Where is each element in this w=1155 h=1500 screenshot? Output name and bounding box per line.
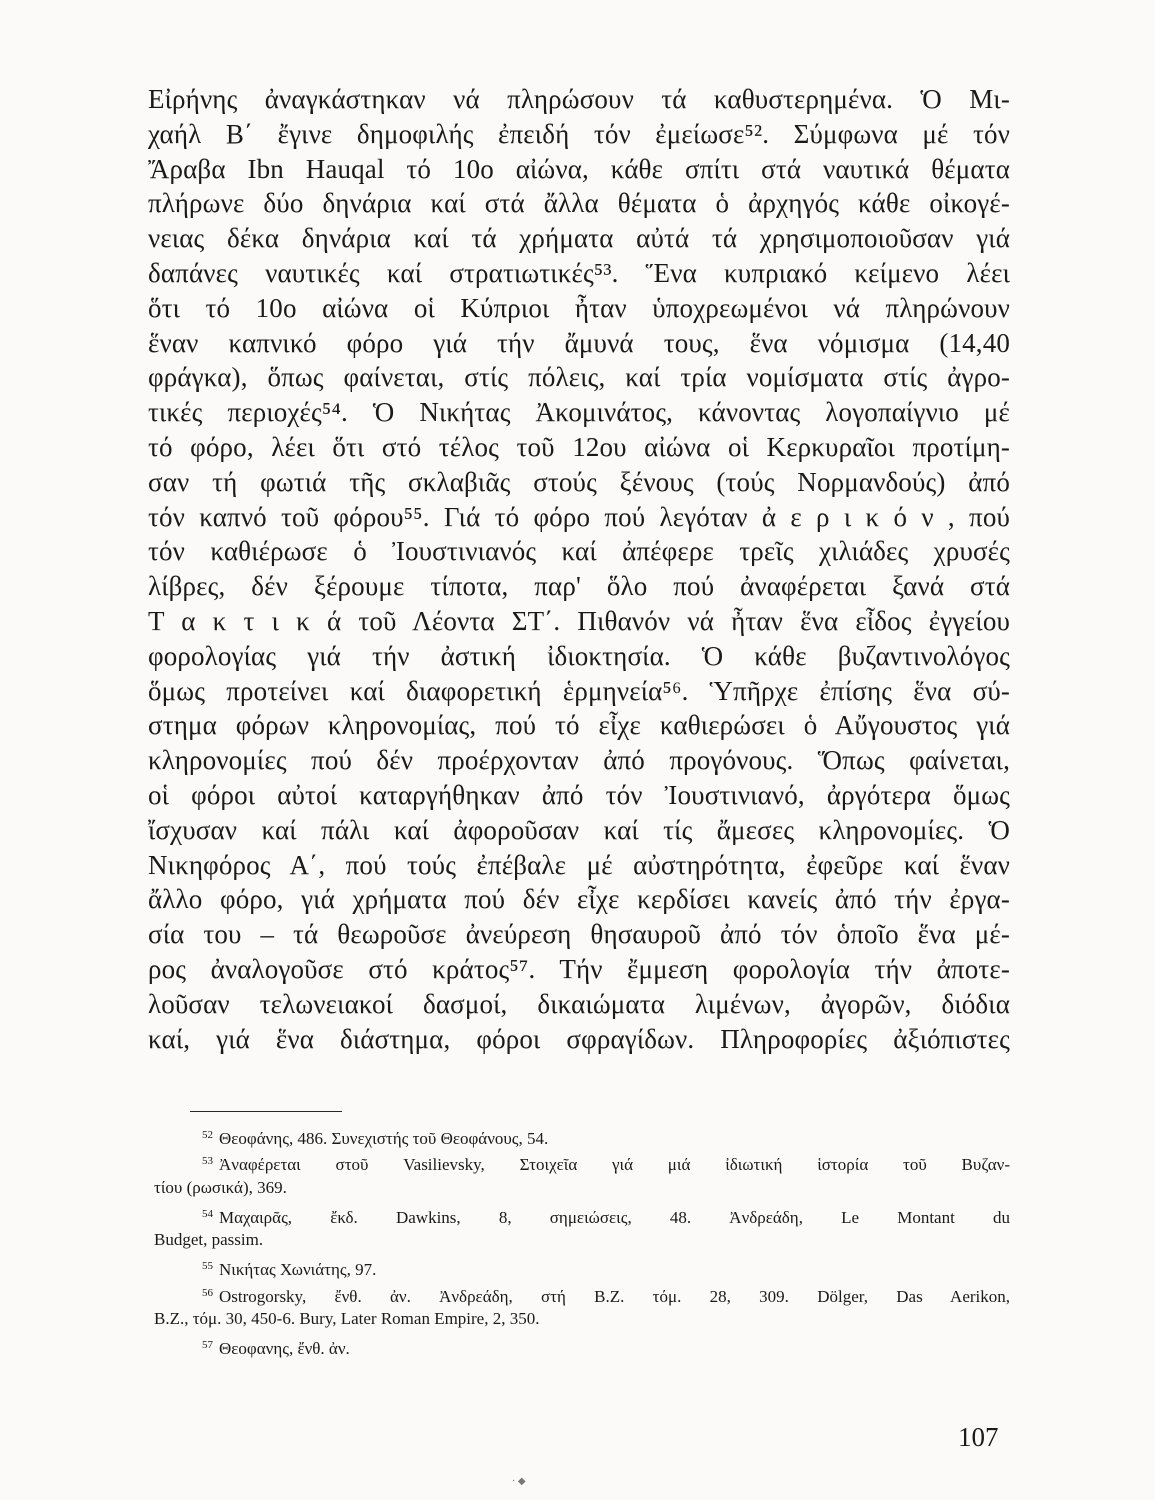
text-line: ὅμως προτείνει καί διαφορετική ἑρμηνεία⁵⁶. Ὑπῆρχε ἐπίσης ἕνα σύ- — [148, 675, 1010, 706]
footnote-number: 56 — [202, 1286, 213, 1299]
text-line: τόν καπνό τοῦ φόρου⁵⁵. Γιά τό φόρο πού λεγόταν ἀ ε ρ ι κ ό ν , πού — [148, 501, 1010, 532]
footnote-56-continuation: B.Z., τόμ. 30, 450-6. Bury, Later Roman Empire, 2, 350. — [154, 1309, 540, 1329]
footnote-text: Ostrogorsky, ἔνθ. ἀν. Ἀνδρεάδη, στή B.Z. τόμ. 28, 309. Dölger, Das Aerikon, — [219, 1286, 1010, 1306]
text-line: καί, γιά ἕνα διάστημα, φόροι σφραγίδων. Πληροφορίες ἀξιόπιστες — [148, 1023, 1010, 1054]
text-line: ρος ἀναλογοῦσε στό κράτος⁵⁷. Τήν ἔμμεση φορολογία τήν ἀποτε- — [148, 953, 1010, 984]
text-line: σία του – τά θεωροῦσε ἀνεύρεση θησαυροῦ ἀπό τόν ὁποῖο ἕνα μέ- — [148, 919, 1010, 950]
text-line: Εἰρήνης ἀναγκάστηκαν νά πληρώσουν τά καθυστερημένα. Ὁ Μι- — [148, 84, 1010, 114]
text-line: τό φόρο, λέει ὅτι στό τέλος τοῦ 12ου αἰώνα οἱ Κερκυραῖοι προτίμη- — [148, 431, 1010, 462]
text-line: λοῦσαν τελωνειακοί δασμοί, δικαιώματα λιμένων, ἀγορῶν, διόδια — [148, 988, 1010, 1019]
main-text — [148, 82, 1010, 1056]
text-line: σαν τή φωτιά τῆς σκλαβιᾶς στούς ξένους (τούς Νορμανδούς) ἀπό — [148, 466, 1010, 497]
footnote-text: Θεοφάνης, 486. Συνεχιστής τοῦ Θεοφάνους, 54. — [219, 1129, 549, 1148]
footnote-divider — [190, 1111, 342, 1112]
text-line: ἕναν καπνικό φόρο γιά τήν ἄμυνά τους, ἕνα νόμισμα (14,40 — [148, 327, 1010, 358]
text-line: ὅτι τό 10ο αἰώνα οἱ Κύπριοι ἦταν ὑποχρεωμένοι νά πληρώνουν — [148, 292, 1010, 323]
footnote-number: 54 — [202, 1207, 213, 1220]
footnote-54-continuation: Budget, passim. — [154, 1230, 264, 1250]
text-line: φράγκα), ὅπως φαίνεται, στίς πόλεις, καί τρία νομίσματα στίς ἀγρο- — [148, 362, 1010, 393]
footnote-54 — [190, 1201, 1010, 1227]
footnote-56 — [190, 1280, 1010, 1306]
text-line: κληρονομίες πού δέν προέρχονταν ἀπό προγόνους. Ὅπως φαίνεται, — [148, 745, 1010, 776]
footnote-55 — [190, 1253, 1010, 1279]
footnote-52 — [190, 1122, 1010, 1148]
footnote-57 — [190, 1332, 1010, 1358]
text-line: πλήρωνε δύο δηνάρια καί στά ἄλλα θέματα ὁ ἀρχηγός κάθε οἰκογέ- — [148, 188, 1010, 219]
text-line: φορολογίας γιά τήν ἀστική ἰδιοκτησία. Ὁ κάθε βυζαντινολόγος — [148, 640, 1010, 671]
footnote-text: Μαχαιρᾶς, ἔκδ. Dawkins, 8, σημειώσεις, 48. Ἀνδρεάδη, Le Montant du — [219, 1207, 1010, 1227]
footnote-53 — [190, 1148, 1010, 1174]
text-line: χαήλ Β΄ ἔγινε δημοφιλής ἐπειδή τόν ἐμείωσε⁵². Σύμφωνα μέ τόν — [148, 118, 1010, 149]
text-line: δαπάνες ναυτικές καί στρατιωτικές⁵³. Ἕνα κυπριακό κείμενο λέει — [148, 257, 1010, 288]
footnote-number: 53 — [202, 1155, 213, 1168]
footnote-text: Θεοφανης, ἔνθ. ἀν. — [219, 1339, 350, 1359]
footnote-number: 55 — [202, 1260, 213, 1273]
text-line: λίβρες, δέν ξέρουμε τίποτα, παρ' ὅλο πού ἀναφέρεται ξανά στά — [148, 571, 1010, 602]
text-line: στημα φόρων κληρονομίας, πού τό εἶχε καθιερώσει ὁ Αὔγουστος γιά — [148, 710, 1010, 741]
footnote-number: 57 — [202, 1339, 213, 1352]
footnote-text: Νικήτας Χωνιάτης, 97. — [219, 1260, 377, 1280]
text-line: Ἄραβα Ibn Hauqal τό 10ο αἰώνα, κάθε σπίτι στά ναυτικά θέματα — [148, 153, 1010, 184]
page-number: 107 — [958, 1422, 999, 1452]
footnotes — [154, 1122, 1010, 1359]
footnote-text: Ἀναφέρεται στοῦ Vasilievsky, Στοιχεῖα γιά μιά ἰδιωτική ἱστορία τοῦ Βυζαν- — [219, 1155, 1010, 1175]
text-line: οἱ φόροι αὐτοί καταργήθηκαν ἀπό τόν Ἰουστινιανό, ἀργότερα ὅμως — [148, 779, 1010, 810]
footnote-53-continuation: τίου (ρωσικά), 369. — [154, 1177, 287, 1197]
text-line: νειας δέκα δηνάρια καί τά χρήματα αὐτά τά χρησιμοποιοῦσαν γιά — [148, 223, 1010, 254]
text-line: ἴσχυσαν καί πάλι καί ἀφοροῦσαν καί τίς ἄμεσες κληρονομίες. Ὁ — [148, 814, 1010, 845]
text-line: Νικηφόρος Α΄, πού τούς ἐπέβαλε μέ αὐστηρότητα, ἐφεῦρε καί ἕναν — [148, 849, 1010, 880]
text-line: τόν καθιέρωσε ὁ Ἰουστινιανός καί ἀπέφερε τρεῖς χιλιάδες χρυσές — [148, 536, 1010, 567]
text-line: Τ α κ τ ι κ ά τοῦ Λέοντα ΣΤ΄. Πιθανόν νά ἦταν ἕνα εἶδος ἐγγείου — [148, 605, 1010, 636]
ink-smudge: · ◆ — [512, 1476, 526, 1487]
text-line: ἄλλο φόρο, γιά χρήματα πού δέν εἶχε κερδίσει κανείς ἀπό τήν ἐργα- — [148, 884, 1010, 915]
text-line: τικές περιοχές⁵⁴. Ὁ Νικήτας Ἀκομινάτος, κάνοντας λογοπαίγνιο μέ — [148, 397, 1010, 428]
footnote-number: 52 — [202, 1129, 213, 1141]
